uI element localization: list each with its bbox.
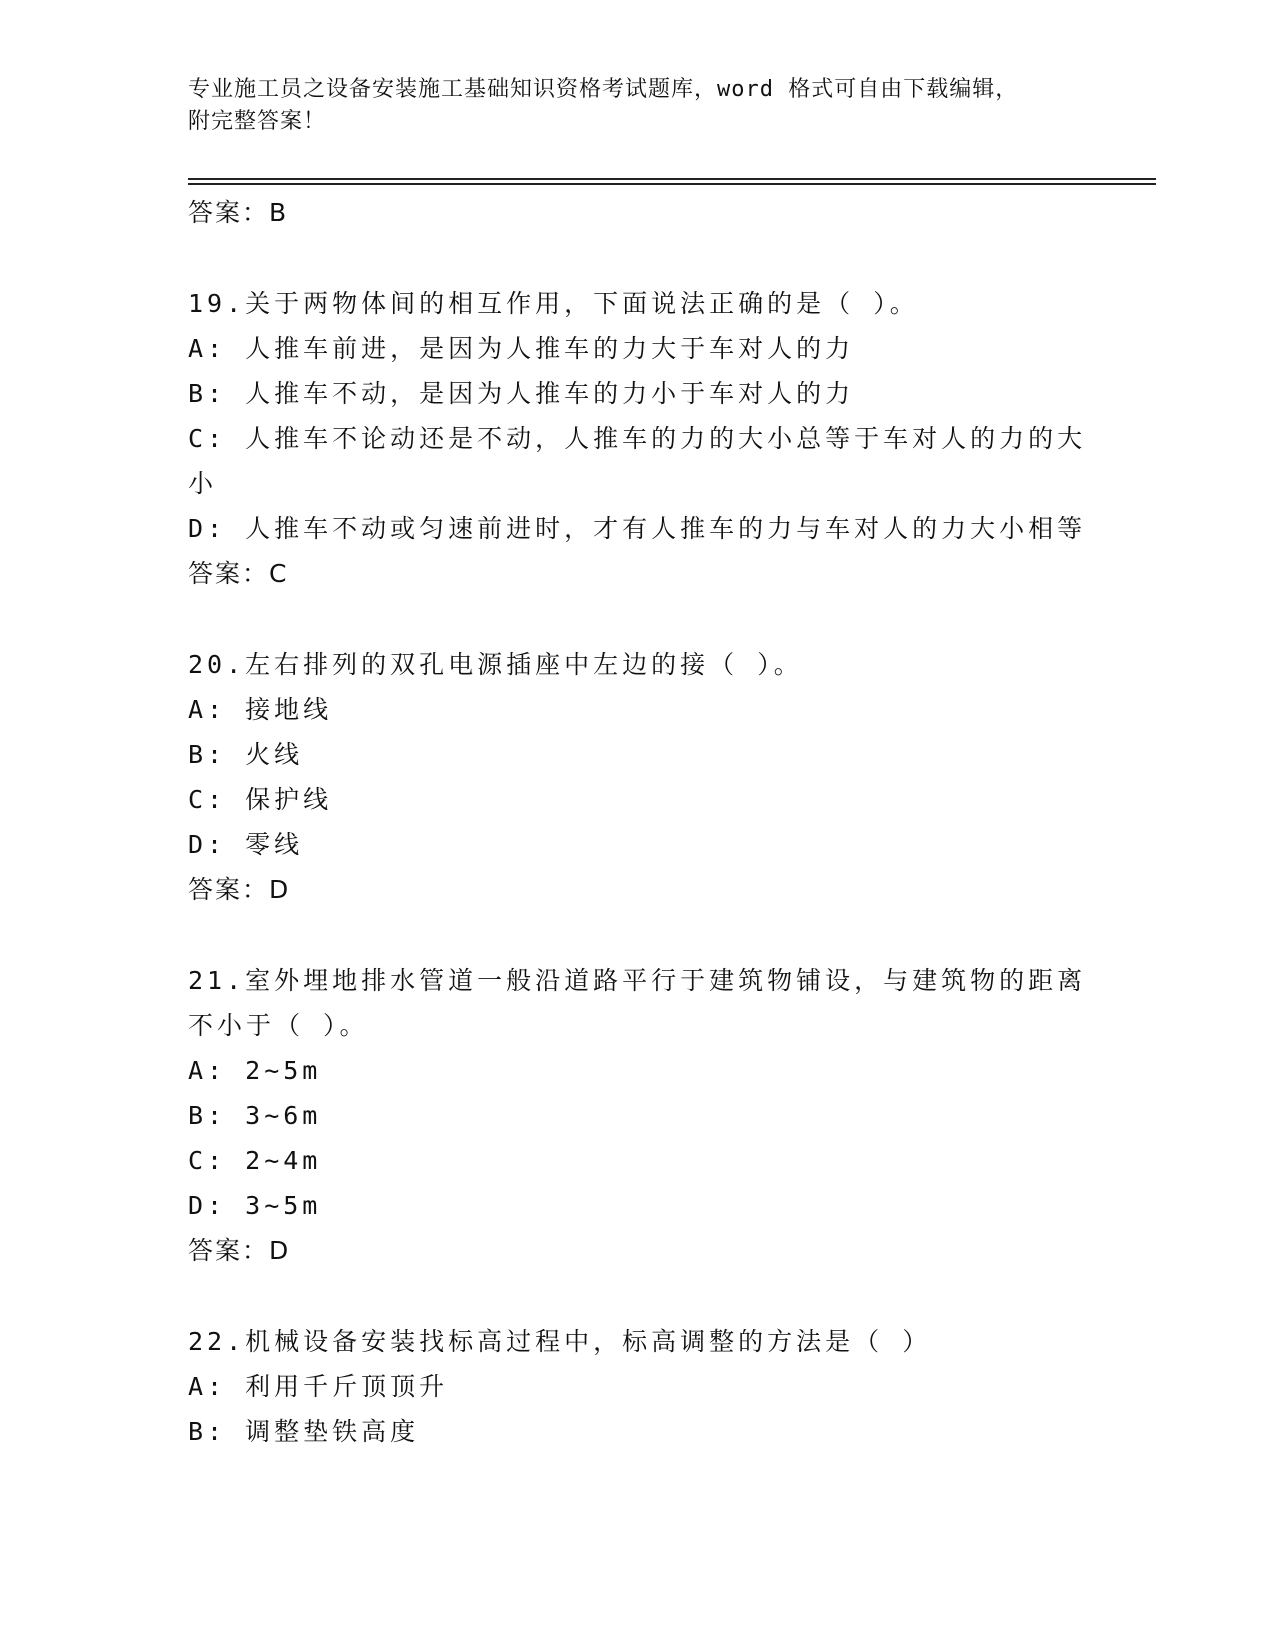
option-a: A: 人推车前进，是因为人推车的力大于车对人的力 bbox=[188, 334, 855, 363]
option-c: C: 人推车不论动还是不动，人推车的力的大小总等于车对人的力的大 bbox=[188, 424, 1087, 453]
question-stem-continuation: 不小于（ ）。 bbox=[188, 1011, 369, 1040]
question-block bbox=[188, 1319, 1088, 1454]
option-b: B: 人推车不动，是因为人推车的力小于车对人的力 bbox=[188, 379, 855, 408]
option-b: B: 调整垫铁高度 bbox=[188, 1417, 420, 1446]
option-a: A: 接地线 bbox=[188, 695, 333, 724]
header-line-2: 附完整答案！ bbox=[188, 109, 327, 134]
spacer bbox=[188, 912, 1088, 958]
question-block bbox=[188, 642, 1088, 912]
option-b: B: 3~6m bbox=[188, 1101, 322, 1130]
spacer bbox=[188, 1273, 1088, 1319]
header-divider-bottom bbox=[188, 183, 1156, 185]
option-d: D: 3~5m bbox=[188, 1191, 322, 1220]
header-divider-top bbox=[188, 178, 1156, 180]
previous-answer: 答案：B bbox=[188, 198, 289, 227]
option-b: B: 火线 bbox=[188, 740, 304, 769]
spacer bbox=[188, 596, 1088, 642]
header-line-1: 专业施工员之设备安装施工基础知识资格考试题库，word 格式可自由下载编辑， bbox=[188, 77, 1019, 102]
question-list bbox=[188, 190, 1088, 1454]
document-header bbox=[188, 74, 1088, 138]
option-d: D: 人推车不动或匀速前进时，才有人推车的力与车对人的力大小相等 bbox=[188, 514, 1087, 543]
question-block bbox=[188, 958, 1088, 1273]
question-stem: 21.室外埋地排水管道一般沿道路平行于建筑物铺设，与建筑物的距离 bbox=[188, 966, 1087, 995]
answer: 答案：C bbox=[188, 559, 289, 588]
answer: 答案：D bbox=[188, 875, 291, 904]
spacer bbox=[188, 235, 1088, 281]
option-c-continuation: 小 bbox=[188, 469, 218, 498]
option-a: A: 利用千斤顶顶升 bbox=[188, 1372, 449, 1401]
option-c: C: 2~4m bbox=[188, 1146, 322, 1175]
question-stem: 19.关于两物体间的相互作用，下面说法正确的是（ ）。 bbox=[188, 289, 919, 318]
question-stem: 22.机械设备安装找标高过程中，标高调整的方法是（ ） bbox=[188, 1327, 932, 1356]
option-d: D: 零线 bbox=[188, 830, 304, 859]
option-a: A: 2~5m bbox=[188, 1056, 322, 1085]
option-c: C: 保护线 bbox=[188, 785, 333, 814]
answer: 答案：D bbox=[188, 1236, 291, 1265]
question-stem: 20.左右排列的双孔电源插座中左边的接（ ）。 bbox=[188, 650, 803, 679]
question-block bbox=[188, 281, 1088, 596]
